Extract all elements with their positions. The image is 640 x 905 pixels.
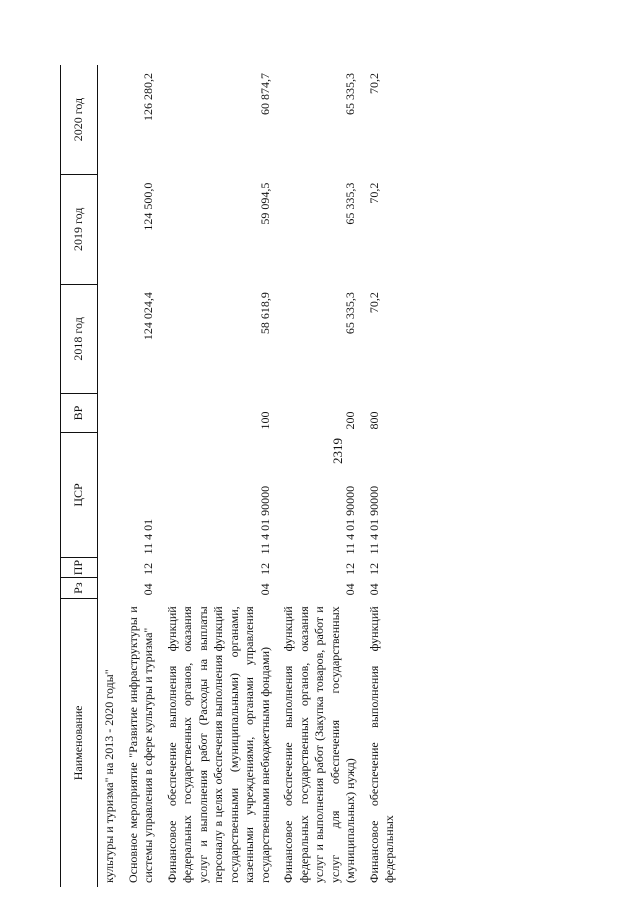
header-pr: ПР	[61, 557, 98, 577]
header-2018: 2018 год	[61, 284, 98, 394]
row-vr: 100	[257, 411, 272, 430]
row-2018: 58 618,9	[257, 292, 272, 335]
row-2018: 70,2	[366, 292, 381, 314]
header-vr: ВР	[61, 394, 98, 433]
row-csr: 11 4 01	[141, 518, 155, 555]
table-row	[161, 65, 278, 887]
row-name: Финансовое обеспечение выполнения функций федеральных государственных органов, оказания услуг и выполнения работ (Расходы на выплаты персоналу в целях обеспечения выполнения функций государственными (муниципальными) органами, казенными учреждениями, органами управления государственными внебюджетными фондами)	[164, 606, 272, 883]
row-2020	[98, 65, 122, 175]
row-2019	[98, 175, 122, 285]
row-pr: 12	[257, 562, 272, 575]
row-2020: 60 874,7	[257, 73, 272, 115]
row-rz: 04	[257, 583, 272, 596]
row-rz: 04	[366, 583, 381, 596]
row-pr: 12	[343, 562, 357, 575]
row-pr: 12	[366, 562, 381, 575]
row-rz: 04	[141, 583, 155, 596]
row-2018: 124 024,4	[141, 292, 155, 341]
row-2019: 124 500,0	[141, 182, 155, 231]
row-2018: 65 335,3	[343, 292, 357, 335]
budget-table-container	[60, 65, 588, 887]
row-name: Финансовое обеспечение выполнения функций федеральных государственных органов, оказания услуг и выполнения работ (Закупка товаров, работ и услуг для обеспечения государственных (муниципальных) нужд)	[281, 606, 357, 883]
table-row	[122, 65, 161, 887]
header-row	[61, 65, 98, 887]
row-rz: 04	[343, 583, 357, 596]
row-csr: 11 4 01 90000	[257, 485, 272, 555]
row-pr	[98, 557, 122, 577]
row-2020: 65 335,3	[343, 73, 357, 115]
table-row	[363, 65, 402, 887]
row-2019: 70,2	[366, 182, 381, 204]
header-rz: Рз	[61, 578, 98, 598]
row-csr: 11 4 01 90000	[366, 485, 381, 555]
header-2020: 2020 год	[61, 65, 98, 175]
row-2020: 126 280,2	[141, 73, 155, 121]
row-2019: 59 094,5	[257, 182, 272, 225]
header-2019: 2019 год	[61, 175, 98, 285]
row-2020: 70,2	[366, 73, 381, 94]
row-csr: 11 4 01 90000	[343, 485, 357, 555]
row-name: культуры и туризма" на 2013 - 2020 годы"	[102, 669, 116, 883]
row-vr	[98, 394, 122, 433]
header-csr: ЦСР	[61, 433, 98, 558]
page-number: 2319	[330, 438, 345, 464]
row-pr: 12	[141, 562, 155, 575]
header-name: Наименование	[61, 598, 98, 887]
row-rz	[98, 578, 122, 598]
table-row	[277, 65, 363, 887]
row-vr	[122, 394, 161, 433]
table-body	[98, 65, 402, 887]
row-name: Финансовое обеспечение выполнения функций федеральных	[366, 606, 396, 883]
table-row	[98, 65, 122, 887]
table-header	[61, 65, 98, 887]
row-csr	[98, 433, 122, 558]
row-vr: 800	[366, 411, 381, 430]
row-name: Основное мероприятие "Развитие инфраструктуры и системы управления в сфере культуры и туризма"	[125, 606, 155, 883]
row-2018	[98, 284, 122, 394]
budget-table	[60, 65, 402, 887]
row-2019: 65 335,3	[343, 182, 357, 225]
row-vr: 200	[343, 411, 357, 430]
